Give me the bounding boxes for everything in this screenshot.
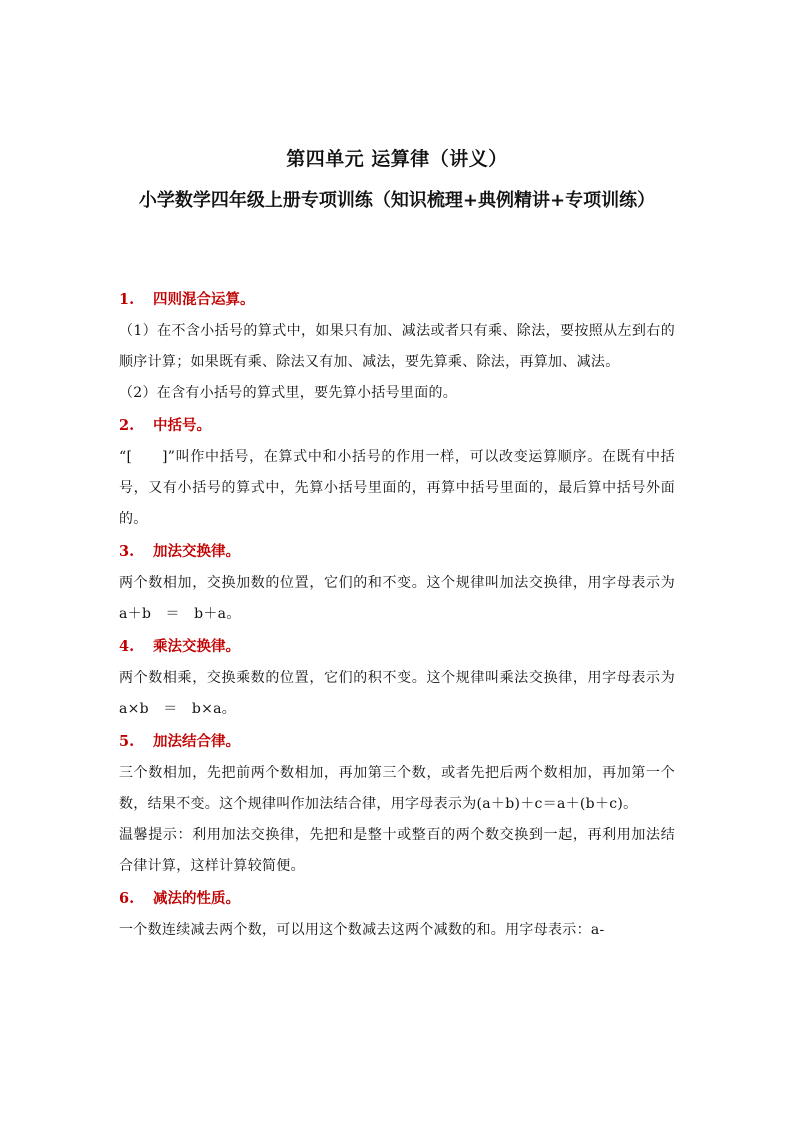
section-number: 5. xyxy=(119,733,135,750)
paragraph: 一个数连续减去两个数，可以用这个数减去这两个减数的和。用字母表示：a- xyxy=(119,922,605,938)
paragraph: 三个数相加，先把前两个数相加，再加第三个数，或者先把后两个数相加，再加第一个数，结果不变。这个规律叫作加法结合律，用字母表示为(a＋b)＋c＝a＋(b＋c)。 xyxy=(119,765,675,812)
section-heading xyxy=(119,630,675,663)
section-heading-text: 加法交换律。 xyxy=(153,543,240,560)
section-addition-commutative xyxy=(119,535,690,630)
section-heading xyxy=(119,283,675,316)
section-heading-text: 乘法交换律。 xyxy=(153,638,240,655)
section-heading-text: 减法的性质。 xyxy=(153,890,240,907)
section-number: 2. xyxy=(119,417,135,434)
paragraph: “[ ]”叫作中括号，在算式中和小括号的作用一样，可以改变运算顺序。在既有中括号，又有小括号的算式中，先算小括号里面的，再算中括号里面的，最后算中括号外面的。 xyxy=(119,449,675,527)
section-heading xyxy=(119,882,675,915)
section-heading xyxy=(119,725,675,758)
document-subtitle: 小学数学四年级上册专项训练（知识梳理+典例精讲+专项训练） xyxy=(138,190,656,211)
section-mixed-operations xyxy=(119,283,675,409)
section-heading-text: 中括号。 xyxy=(153,417,211,434)
section-number: 6. xyxy=(119,890,135,907)
section-number: 1. xyxy=(119,291,135,308)
section-heading-text: 四则混合运算。 xyxy=(153,291,255,308)
tip-paragraph: 温馨提示：利用加法交换律，先把和是整十或整百的两个数交换到一起，再利用加法结合律计算，这样计算较简便。 xyxy=(119,827,675,874)
title-block xyxy=(0,142,794,218)
section-subtraction-property xyxy=(119,882,675,946)
section-heading-text: 加法结合律。 xyxy=(153,733,240,750)
section-heading xyxy=(119,535,675,568)
document-body xyxy=(119,283,690,946)
section-number: 4. xyxy=(119,638,135,655)
section-number: 3. xyxy=(119,543,135,560)
paragraph: （2）在含有小括号的算式里，要先算小括号里面的。 xyxy=(119,385,458,401)
section-brackets xyxy=(119,409,675,535)
paragraph: （1）在不含小括号的算式中，如果只有加、减法或者只有乘、除法，要按照从左到右的顺序计算；如果既有乘、除法又有加、减法，要先算乘、除法，再算加、减法。 xyxy=(119,323,675,370)
section-addition-associative xyxy=(119,725,675,882)
paragraph: 两个数相加，交换加数的位置，它们的和不变。这个规律叫加法交换律，用字母表示为 a＋b ＝ b＋a。 xyxy=(119,575,690,622)
section-heading xyxy=(119,409,675,442)
paragraph: 两个数相乘，交换乘数的位置，它们的积不变。这个规律叫乘法交换律，用字母表示为a×b ＝ b×a。 xyxy=(119,670,675,717)
section-multiplication-commutative xyxy=(119,630,675,725)
document-title: 第四单元 运算律（讲义） xyxy=(286,148,508,170)
